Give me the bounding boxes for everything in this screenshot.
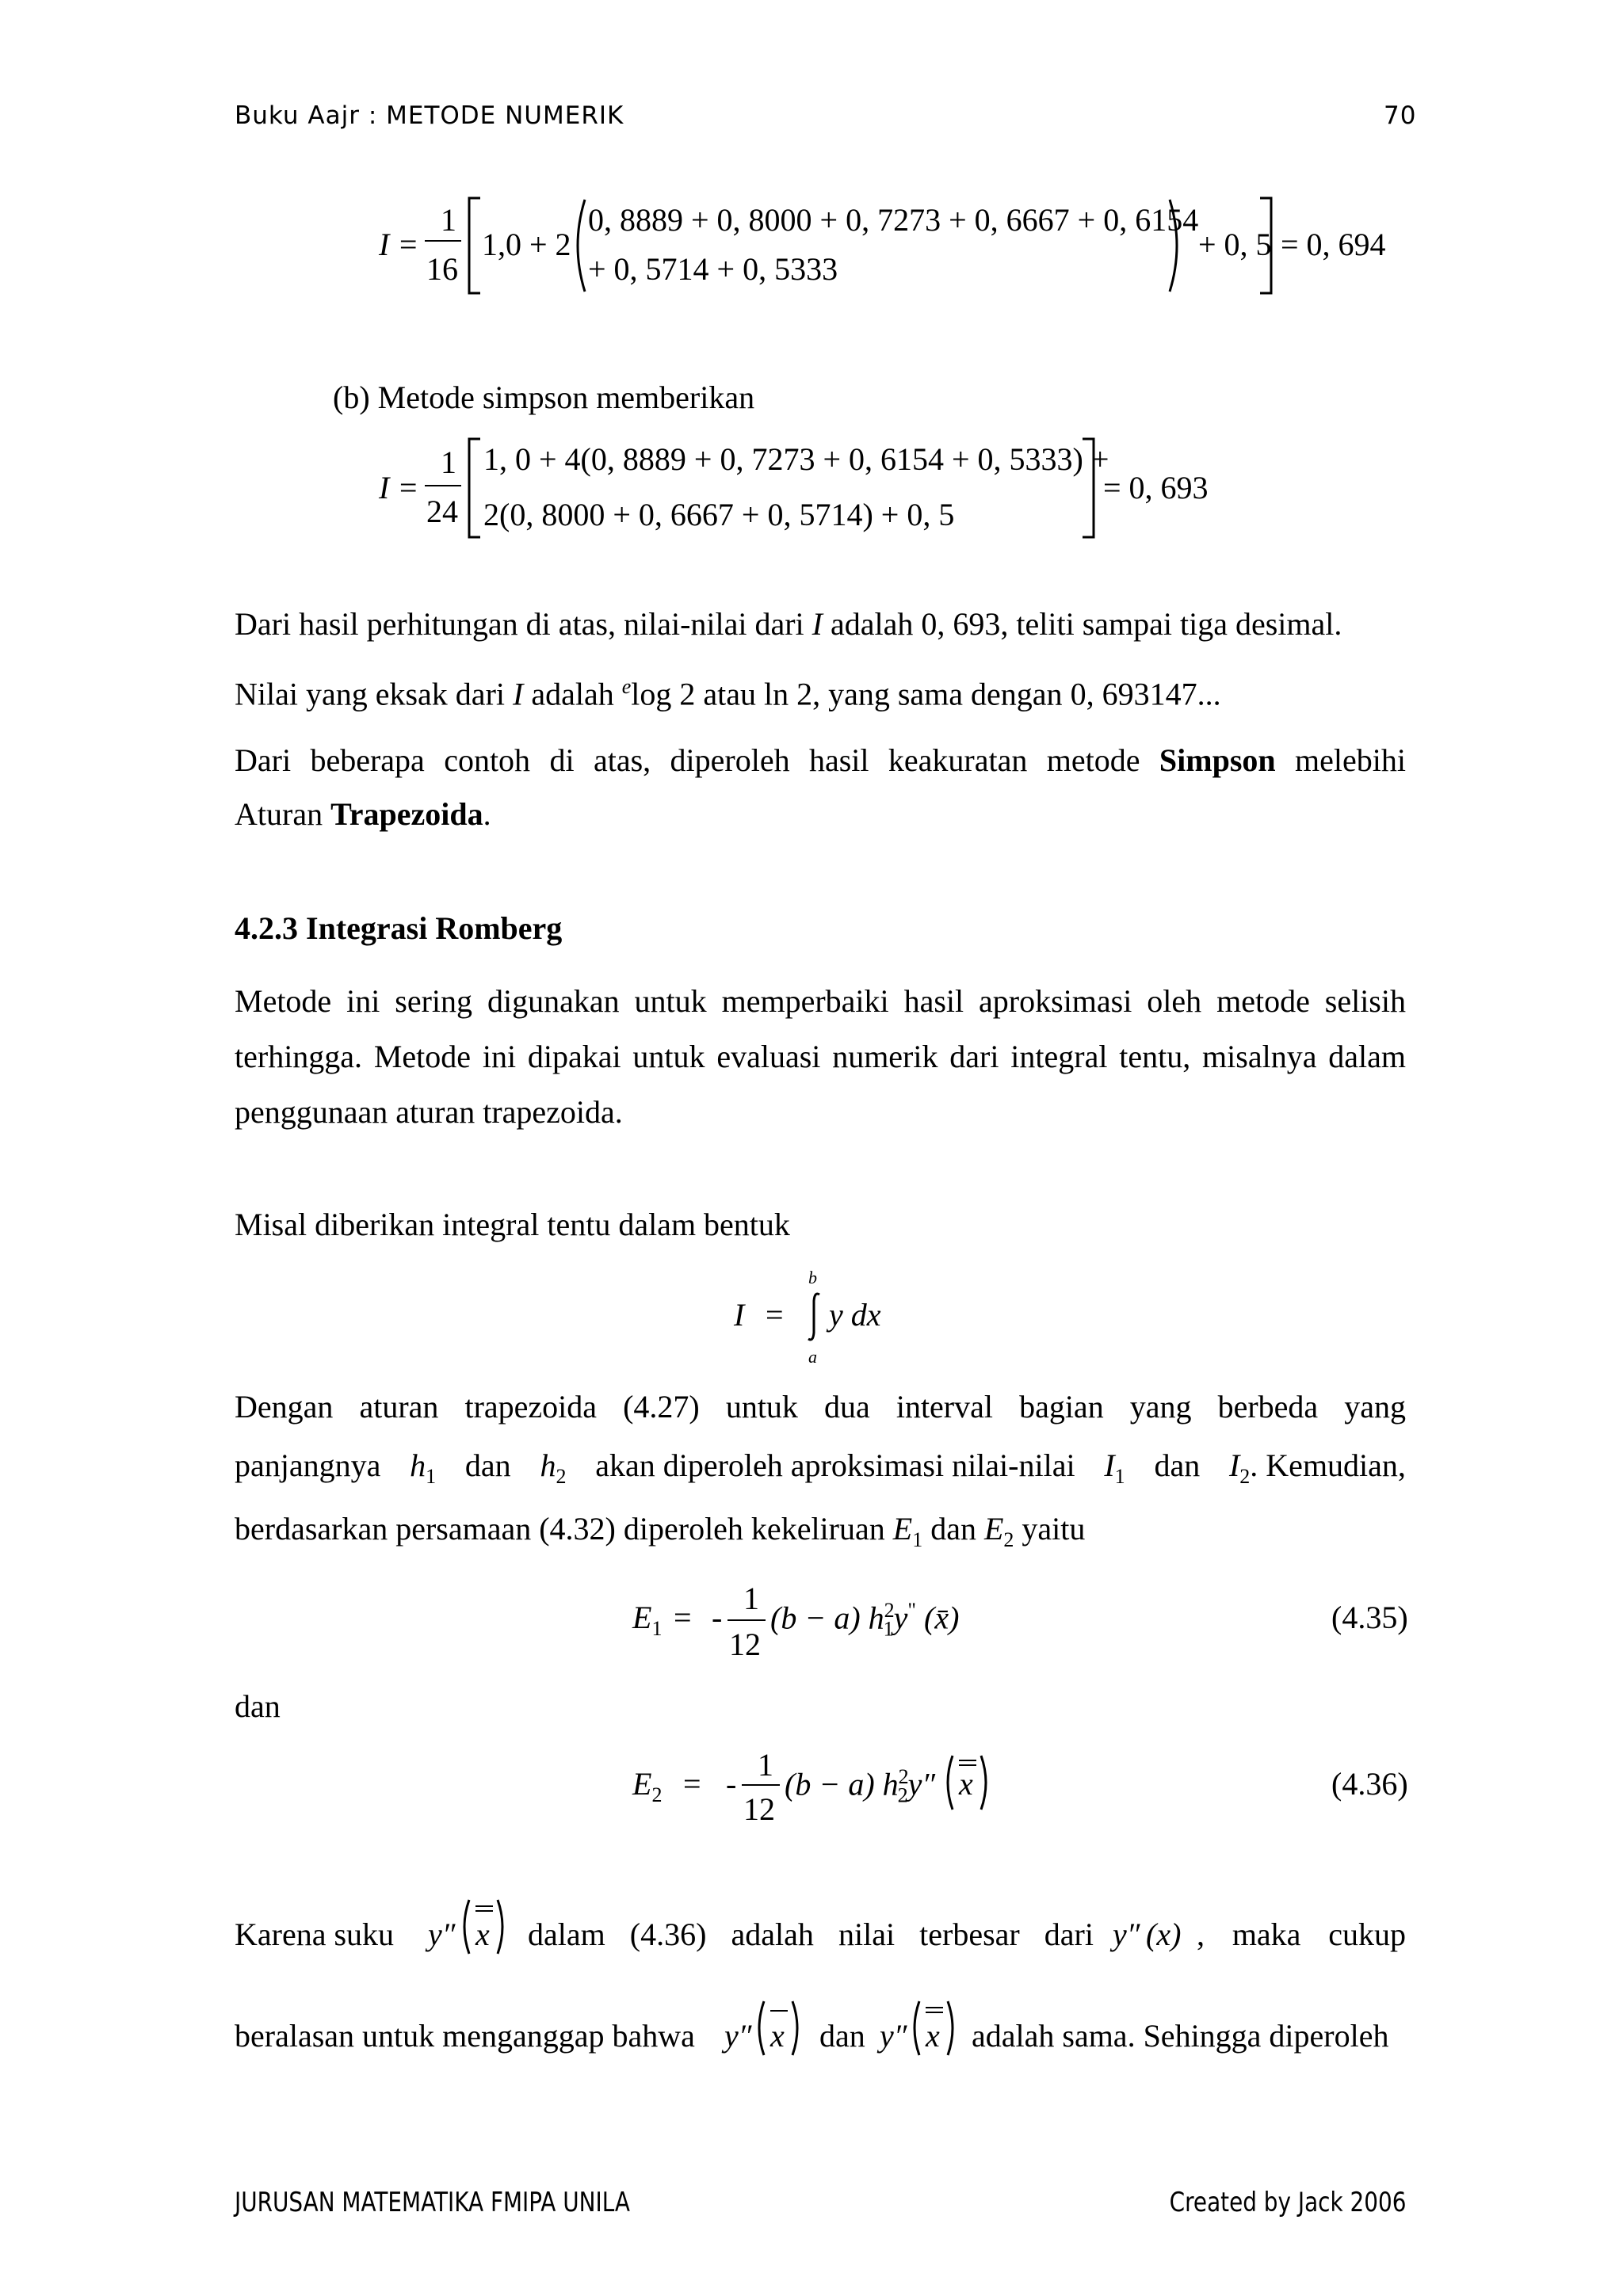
paragraph-conclusion-line1: Dari beberapa contoh di atas, diperoleh hasil keakuratan metode Simpson melebihi [235, 742, 1406, 778]
paragraph-exact: Nilai yang eksak dari I adalah $^e$log 2 atau ln 2, yang sama dengan 0, 693147... [235, 675, 1221, 712]
paragraph-romberg-line1: Metode ini sering digunakan untuk memperbaiki hasil aproksimasi oleh metode selisih [235, 983, 1406, 1019]
simpson-intro: (b) Metode simpson memberikan [333, 379, 755, 415]
paragraph-result: Dari hasil perhitungan di atas, nilai-nilai dari I adalah 0, 693, teliti sampai tiga desimal. [235, 606, 1342, 642]
paragraph-conclusion-line2: Aturan Trapezoida. [235, 796, 491, 832]
paragraph-trapezoid-line2: panjangnya $h_1$ dan $h_2$ akan diperoleh aproksimasi nilai-nilai $I_1$ dan $I_2$. Kemudian, [235, 1447, 1406, 1488]
paragraph-romberg-line3: penggunaan aturan trapezoida. [235, 1094, 623, 1130]
left-paren [569, 198, 586, 293]
paragraph-integral-intro: Misal diberikan integral tentu dalam bentuk [235, 1207, 790, 1242]
footer-department: JURUSAN MATEMATIKA FMIPA UNILA [235, 2187, 630, 2218]
right-paren [1168, 198, 1186, 293]
left-bracket [466, 437, 482, 539]
right-bracket [1081, 437, 1097, 539]
running-header: Buku Aajr : METODE NUMERIK [235, 101, 624, 130]
integral-sign-icon [805, 1291, 824, 1342]
paragraph-romberg-line2: terhingga. Metode ini dipakai untuk evaluasi numerik dari integral tentu, misalnya dalam [235, 1039, 1406, 1074]
section-title: 4.2.3 Integrasi Romberg [235, 910, 563, 946]
page-number: 70 [1384, 101, 1417, 130]
equation-number: (4.35) [1331, 1600, 1408, 1635]
right-bracket [1258, 196, 1274, 295]
footer-credit: Created by Jack 2006 [1169, 2187, 1406, 2218]
equation-number: (4.36) [1331, 1766, 1408, 1802]
paragraph-trapezoid-line3: berdasarkan persamaan (4.32) diperoleh kekeliruan $E_1$ dan $E_2$ yaitu [235, 1511, 1086, 1551]
paragraph-trapezoid-line1: Dengan aturan trapezoida (4.27) untuk dua interval bagian yang berbeda yang [235, 1389, 1406, 1425]
left-bracket [466, 196, 482, 295]
conjunction-dan: dan [235, 1688, 281, 1724]
